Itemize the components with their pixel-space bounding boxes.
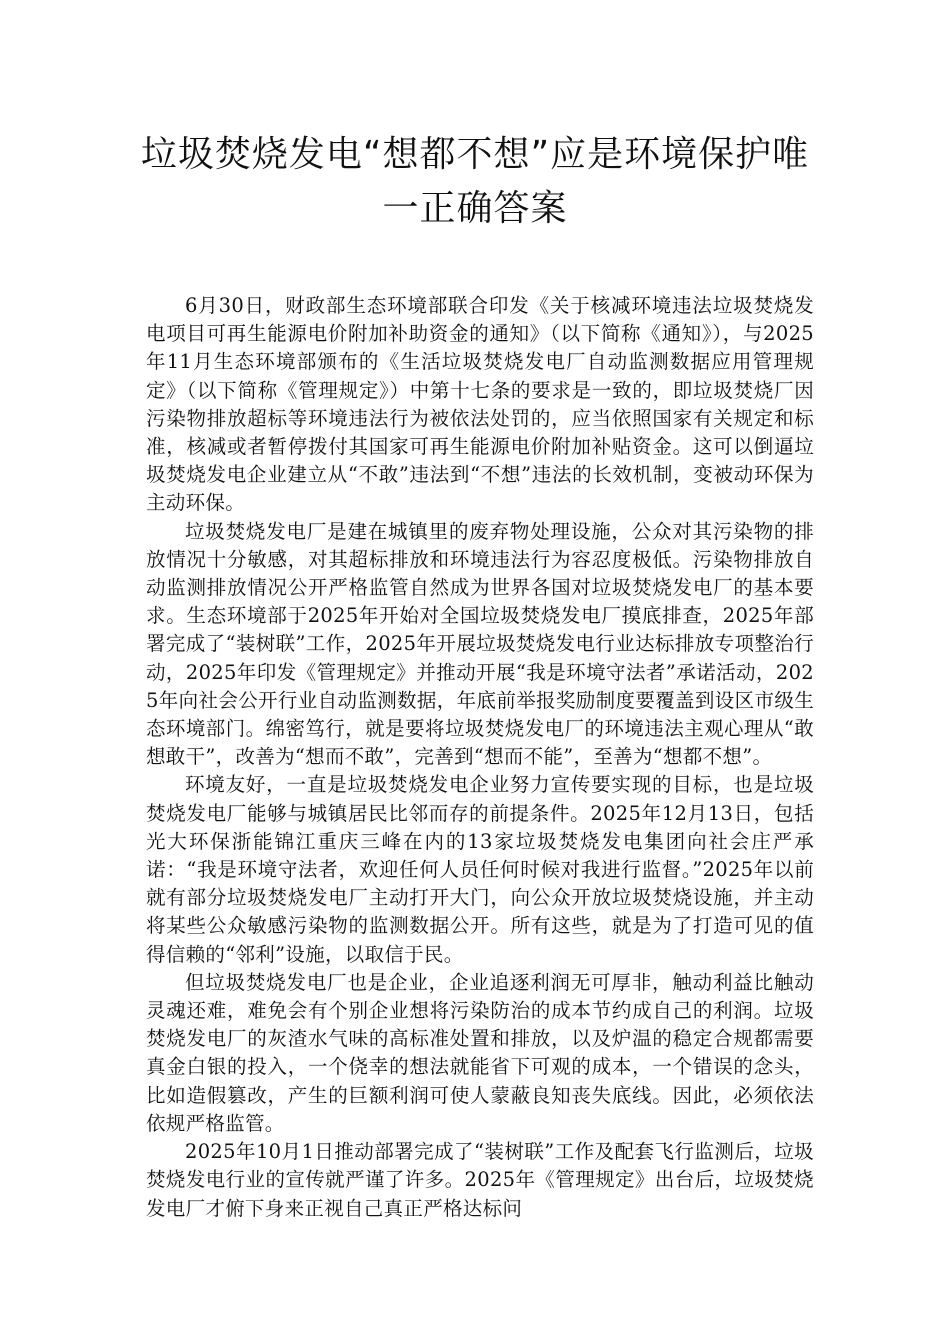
paragraph-4: 但垃圾焚烧发电厂也是企业，企业追逐利润无可厚非，触动利益比触动灵魂还难，难免会有个别企业想将污染防治的成本节约成自己的利润。垃圾焚烧发电厂的灰渣水气味的高标准处置和排放，以及炉温的稳定合规都需要真金白银的投入，一个侥幸的想法就能省下可观的成本，一个错误的念头，比如造假篡改，产生的巨额利润可使人蒙蔽良知丧失底线。因此，必须依法依规严格监管。 bbox=[146, 970, 814, 1135]
document-title: 垃圾焚烧发电“想都不想”应是环境保护唯一正确答案 bbox=[140, 134, 810, 229]
document-body bbox=[146, 292, 814, 1223]
paragraph-1: 6月30日，财政部生态环境部联合印发《关于核减环境违法垃圾焚烧发电项目可再生能源电价附加补助资金的通知》（以下简称《通知》），与2025年11月生态环境部颁布的《生活垃圾焚烧发电厂自动监测数据应用管理规定》（以下简称《管理规定》）中第十七条的要求是一致的，即垃圾焚烧厂因污染物排放超标等环境违法行为被依法处罚的，应当依照国家有关规定和标准，核减或者暂停拨付其国家可再生能源电价附加补贴资金。这可以倒逼垃圾焚烧发电企业建立从“不敢”违法到“不想”违法的长效机制，变被动环保为主动环保。 bbox=[146, 294, 814, 515]
paragraph-5: 2025年10月1日推动部署完成了“装树联”工作及配套飞行监测后，垃圾焚烧发电行业的宣传就严谨了许多。2025年《管理规定》出台后，垃圾焚烧发电厂才俯下身来正视自己真正严格达标问 bbox=[146, 1140, 814, 1220]
paragraph-2: 垃圾焚烧发电厂是建在城镇里的废弃物处理设施，公众对其污染物的排放情况十分敏感，对其超标排放和环境违法行为容忍度极低。污染物排放自动监测排放情况公开严格监管自然成为世界各国对垃圾焚烧发电厂的基本要求。生态环境部于2025年开始对全国垃圾焚烧发电厂摸底排查，2025年部署完成了“装树联”工作，2025年开展垃圾焚烧发电行业达标排放专项整治行动，2025年印发《管理规定》并推动开展“我是环境守法者”承诺活动，2025年向社会公开行业自动监测数据，年底前举报奖励制度要覆盖到设区市级生态环境部门。绵密笃行，就是要将垃圾焚烧发电厂的环境违法主观心理从“敢想敢干”，改善为“想而不敢”，完善到“想而不能”，至善为“想都不想”。 bbox=[146, 519, 814, 769]
paragraph-3: 环境友好，一直是垃圾焚烧发电企业努力宣传要实现的目标，也是垃圾焚烧发电厂能够与城镇居民比邻而存的前提条件。2025年12月13日，包括光大环保浙能锦江重庆三峰在内的13家垃圾焚烧发电集团向社会庄严承诺：“我是环境守法者，欢迎任何人员任何时候对我进行监督。”2025年以前就有部分垃圾焚烧发电厂主动打开大门，向公众开放垃圾焚烧设施，并主动将某些公众敏感污染物的监测数据公开。所有这些，就是为了打造可见的值得信赖的“邻利”设施，以取信于民。 bbox=[146, 773, 814, 966]
